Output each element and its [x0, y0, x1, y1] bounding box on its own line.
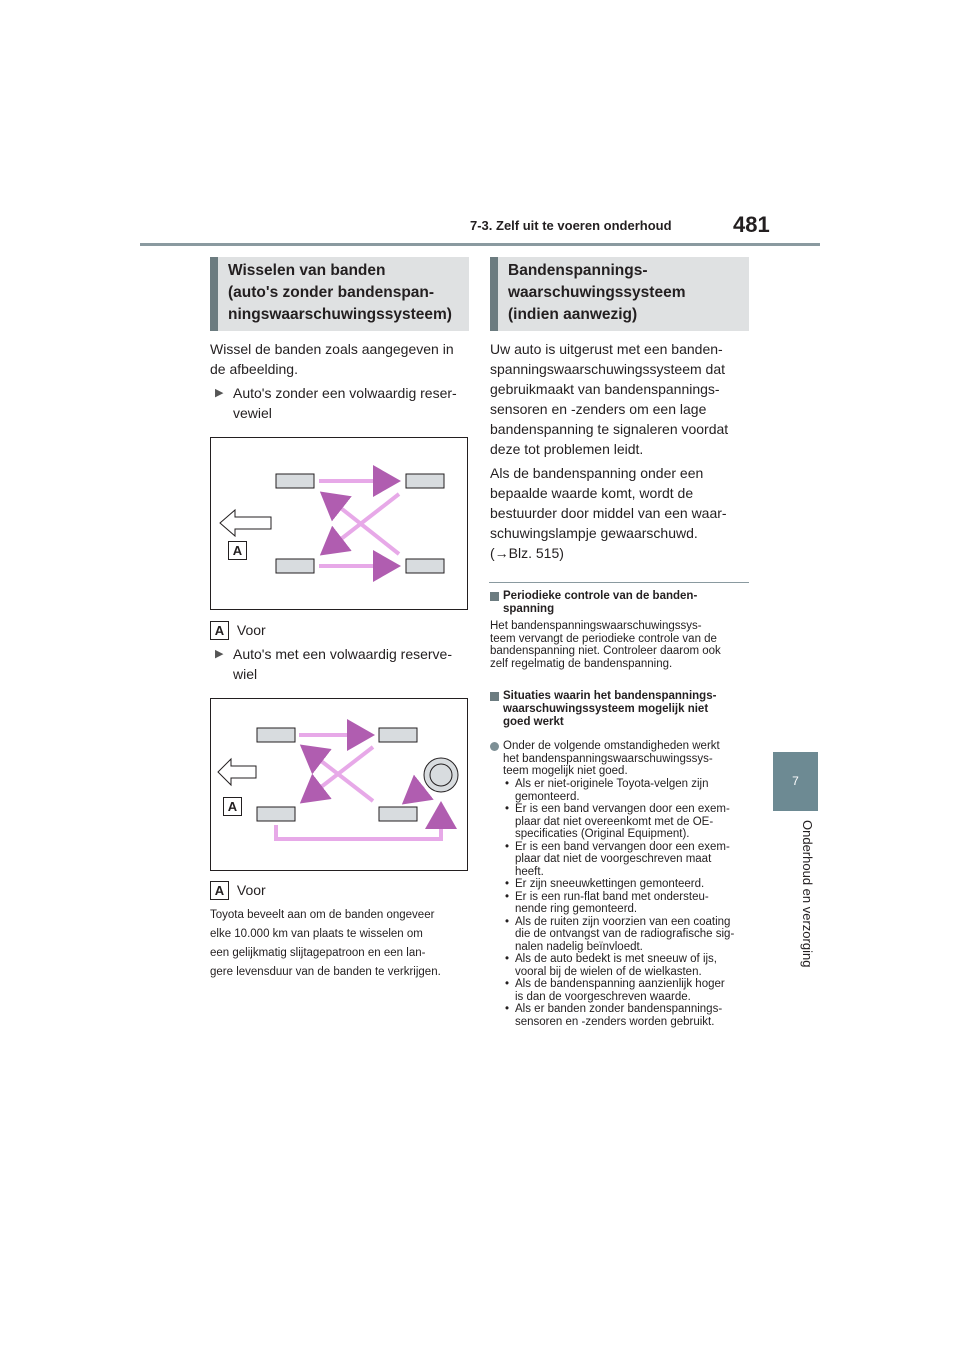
list-item	[503, 803, 758, 841]
text-line: een gelijkmatig slijtagepatroon en een lan-	[210, 947, 426, 959]
text-line: sensoren en -zenders om een lage	[490, 401, 707, 417]
square-bullet-icon	[490, 592, 499, 601]
text-line: sensoren en -zenders worden gebruikt.	[515, 1015, 715, 1028]
heading-line: ningswaarschuwingssysteem)	[228, 306, 452, 323]
text-line: • Als er niet-originele Toyota-velgen zijn	[515, 778, 709, 790]
label-a: A	[223, 797, 242, 816]
text-line: Onder de volgende omstandigheden werkt	[503, 740, 720, 752]
text-line: de afbeelding.	[210, 361, 298, 377]
text-line: teem vervangt de periodieke controle van de	[490, 632, 717, 645]
conditions-list	[503, 778, 758, 1028]
text-line: Het bandenspanningswaarschuwingssys-	[490, 620, 702, 632]
text-line: specificaties (Original Equipment).	[515, 828, 690, 840]
text-line: vooral bij de wielen of de wielkasten.	[515, 965, 702, 978]
text-line: teem mogelijk niet goed.	[503, 765, 628, 777]
front-direction-arrow	[220, 510, 271, 536]
text-line: elke 10.000 km van plaats te wisselen om	[210, 928, 423, 940]
tire-front-right	[406, 474, 444, 488]
text-line: spanning	[503, 603, 555, 615]
heading-line: Wisselen van banden	[228, 262, 386, 279]
section-title: 7-3. Zelf uit te voeren onderhoud	[470, 218, 672, 233]
tire-front-left	[276, 474, 314, 488]
list-item	[503, 891, 758, 916]
square-bullet-icon	[490, 692, 499, 701]
tpws-intro	[490, 339, 752, 459]
text-line: vewiel	[233, 405, 272, 421]
tire-rear-right	[379, 807, 417, 821]
subheading-malfunction-situations	[490, 690, 768, 729]
text-line: Uw auto is uitgerust met een banden-	[490, 341, 723, 357]
text-line: • Er is een band vervangen door een exem-	[515, 803, 730, 815]
tire-rear-right	[406, 559, 444, 573]
rotation-diagram-svg	[211, 699, 467, 870]
legend-front	[210, 880, 266, 900]
text-line: Wissel de banden zoals aangegeven in	[210, 341, 454, 357]
rotation-arrow	[405, 787, 424, 802]
text-line: ▶ Auto's met een volwaardig reserve-	[233, 646, 452, 662]
text-line: • Als de bandenspanning aanzienlijk hoger	[515, 978, 725, 990]
text-line: goed werkt	[503, 716, 564, 728]
page-reference-link[interactable]: (→Blz. 515)	[490, 545, 564, 561]
text-line: waarschuwingssysteem mogelijk niet	[503, 703, 709, 715]
text-line: deze tot problemen leidt.	[490, 441, 644, 457]
heading-line: waarschuwingssysteem	[508, 284, 686, 301]
divider	[489, 582, 749, 583]
spare-tire-hub	[430, 764, 452, 786]
text-line: Periodieke controle van de banden-	[503, 590, 698, 602]
text-line: ▶ Auto's zonder een volwaardig reser-	[233, 385, 457, 401]
text-line: plaar dat niet overeenkomt met de OE-	[515, 815, 714, 828]
periodic-check-text	[490, 620, 755, 670]
front-direction-arrow	[218, 759, 256, 785]
text-line: schuwingslampje gewaarschuwd.	[490, 525, 698, 541]
text-line: spanningswaarschuwingssysteem dat	[490, 361, 726, 377]
heading-line: (indien aanwezig)	[508, 306, 638, 323]
chapter-label: Onderhoud en verzorging	[800, 820, 815, 968]
label-a: A	[228, 541, 247, 560]
text-line: gere levensduur van de banden te verkrijgen.	[210, 966, 441, 978]
rotation-diagram-4-tires	[210, 437, 468, 610]
chapter-tab[interactable]: 7	[773, 752, 818, 811]
list-item	[503, 978, 758, 1003]
list-item	[503, 841, 758, 879]
text-line: bandenspanning niet. Controleer daarom ook	[490, 645, 721, 657]
intro-paragraph	[210, 339, 470, 379]
text-line: • Als de ruiten zijn voorzien van een coating	[515, 915, 731, 928]
text-line: • Als er banden zonder bandenspannings-	[515, 1003, 723, 1015]
circle-bullet-icon	[490, 742, 499, 751]
page-number: 481	[733, 212, 770, 237]
heading-line: Bandenspannings-	[508, 262, 648, 279]
text-line: bestuurder door middel van een waar-	[490, 505, 727, 521]
text-line: Situaties waarin het bandenspannings-	[503, 690, 717, 702]
text-line: • Er zijn sneeuwkettingen gemonteerd.	[515, 878, 705, 890]
text-line: wiel	[233, 666, 258, 682]
list-item	[503, 953, 758, 978]
legend-label-a: A	[210, 881, 229, 900]
list-item	[503, 778, 758, 803]
text-line: nalen nadelig beïnvloedt.	[515, 940, 643, 953]
tire-rear-left	[276, 559, 314, 573]
tire-front-left	[257, 728, 295, 742]
text-line: • Er is een run-flat band met ondersteu-	[515, 890, 709, 903]
text-line: die de ontvangst van de radiografische sig-	[515, 928, 735, 940]
legend-text: Voor	[236, 622, 266, 638]
tpws-warning	[490, 463, 752, 563]
rotation-diagram-svg	[211, 438, 467, 609]
text-line: nende ring gemonteerd.	[515, 903, 638, 915]
text-line: Toyota beveelt aan om de banden ongeveer	[210, 909, 435, 921]
text-line: is dan de voorgeschreven waarde.	[515, 990, 691, 1003]
heading-line: (auto's zonder bandenspan-	[228, 284, 435, 301]
text-line: plaar dat niet de voorgeschreven maat	[515, 853, 712, 865]
text-line: het bandenspanningswaarschuwingssys-	[503, 752, 713, 765]
rotation-diagram-5-tires	[210, 698, 468, 871]
subheading-periodic-check	[490, 590, 765, 616]
case-no-full-spare	[215, 383, 483, 423]
section-heading-tpws	[490, 257, 749, 331]
conditions-intro	[490, 740, 768, 778]
text-line: bepaalde waarde komt, wordt de	[490, 485, 694, 501]
header-rule	[140, 243, 820, 246]
rotation-note	[210, 906, 472, 982]
section-heading-tire-rotation	[210, 257, 469, 331]
text-line: bandenspanning te signaleren voordat	[490, 421, 729, 437]
text-line: gebruikmaakt van bandenspannings-	[490, 381, 720, 397]
text-line: Als de bandenspanning onder een	[490, 465, 704, 481]
legend-text: Voor	[236, 882, 266, 898]
text-line: heeft.	[515, 865, 544, 878]
legend-front	[210, 620, 266, 640]
list-item	[503, 1003, 758, 1028]
text-line: • Als de auto bedekt is met sneeuw of ijs,	[515, 953, 717, 965]
tire-front-right	[379, 728, 417, 742]
list-item	[503, 878, 758, 891]
legend-label-a: A	[210, 621, 229, 640]
text-line: • Er is een band vervangen door een exem-	[515, 840, 730, 853]
text-line: gemonteerd.	[515, 790, 580, 803]
case-full-spare	[215, 644, 483, 684]
tire-rear-left	[257, 807, 295, 821]
text-line: zelf regelmatig de bandenspanning.	[490, 657, 673, 670]
list-item	[503, 916, 758, 954]
